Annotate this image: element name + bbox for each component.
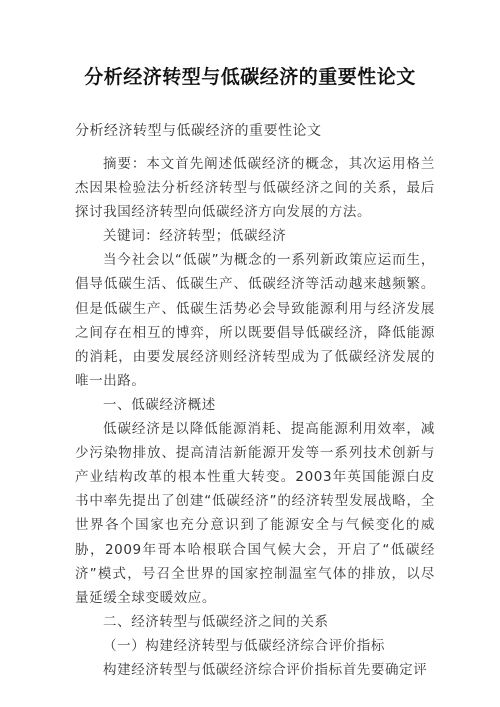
document-title: 分析经济转型与低碳经济的重要性论文 <box>84 66 416 88</box>
intro-paragraph: 当今社会以“低碳”为概念的一系列新政策应运而生，倡导低碳生活、低碳生产、低碳经济等活动越来越频繁。但是低碳生产、低碳生活势必会导致能源利用与经济发展之间存在相互的博弈，所以既要倡导低碳经济，降低能源的消耗，由要发展经济则经济转型成为了低碳经济发展的唯一出路。 <box>75 252 435 389</box>
section-heading-1: 一、低碳经济概述 <box>103 396 216 413</box>
keywords-paragraph: 关键词：经济转型；低碳经济 <box>103 228 287 245</box>
section-heading-2: 二、经济转型与低碳经济之间的关系 <box>103 613 329 630</box>
subsection-1-paragraph: 构建经济转型与低碳经济综合评价指标首先要确定评 <box>103 661 428 678</box>
subsection-heading-1: （一）构建经济转型与低碳经济综合评价指标 <box>103 637 385 654</box>
document-body <box>75 152 435 682</box>
section-1-paragraph: 低碳经济是以降低能源消耗、提高能源利用效率，减少污染物排放、提高清洁新能源开发等一系列技术创新与产业结构改革的根本性重大转变。2003年英国能源白皮书中率先提出了创建“低碳经济”的经济转型发展战略，全世界各个国家也充分意识到了能源安全与气候变化的威胁，2009年哥本哈根联合国气候大会，开启了“低碳经济”模式，号召全世界的国家控制温室气体的排放，以尽量延缓全球变暖效应。 <box>75 421 435 606</box>
document-subtitle: 分析经济转型与低碳经济的重要性论文 <box>75 123 322 139</box>
abstract-paragraph: 摘要：本文首先阐述低碳经济的概念，其次运用格兰杰因果检验法分析经济转型与低碳经济之间的关系，最后探讨我国经济转型向低碳经济方向发展的方法。 <box>75 156 435 221</box>
